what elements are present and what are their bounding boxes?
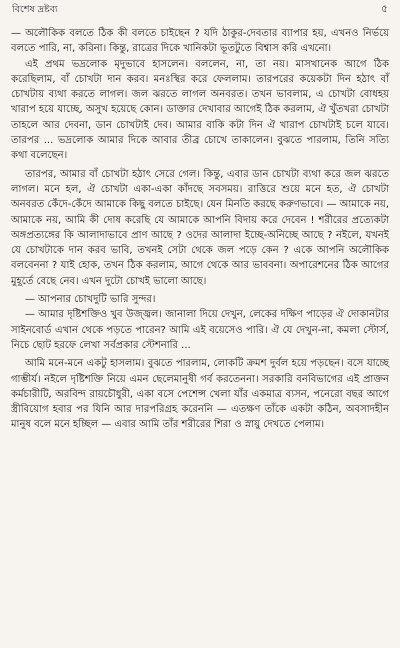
paragraph-dialogue-2: — আপনার চোখদুটি ভারি সুন্দর। <box>25 294 156 306</box>
paragraph-dialogue-3: — আমার দৃষ্টিশক্তিও খুব উজ্জ্বল। জানালা দিয়ে দেখুন, লেকের দক্ষিণ পাড়ের ঐ দোকানটার সাইনবোর্ড এখান থেকে পড়তে পারেন? আমি এই বয়েসেও পারি। ঐ যে দেখুন-না, কমলা স্টোর্স, নিচে ছোট হরফে লেখা সর্বপ্রকার স্টেশনারি ... <box>11 309 389 351</box>
paragraph-dialogue-1: — অলৌকিক বলতে ঠিক কী বলতে চাইছেন ? যদি ঠাকুর-দেবতার ব্যাপার হয়, এখনও নির্ভয়ে বলতে পারি, না, করিনা। কিন্তু, রাত্রের দিকে খানিকটা ভূতটুতে বিশ্বাস করি এখনো। <box>11 28 389 55</box>
paragraph-2: এই প্রথম ভদ্রলোক মৃদুভাবে হাসলেন। বললেন, না, তা নয়। মাসখানেক আগে ঠিক করেছিলাম, বাঁ চোখটা দান করব। মনঃস্থির করে ফেললাম। তারপরের কয়েকটা দিন হঠাৎ বাঁ চোখটায় ব্যথা করতে লাগল। জল ঝরতে লাগল অনবরত। তখন ভাবলাম, এ চোখটা বোধহয় খারাপ হয়ে যাচ্ছে, অসুখ হয়েছে কোন। ডাক্তার দেখাবার আগেই ঠিক করলাম, ঐ খুঁতখরা চোখটা তাহলে আর দেবনা, ডান চোখটাই দেব। আমার বাকি কটা দিন ঐ খারাপ চোখটাই চলে যাবে। তারপর ... ভদ্রলোক আমার দিকে আবার তীব্র চোখে তাকালেন। বুঝতে পারলাম, তিনি সত্যি কথা বলেছেন। <box>11 58 389 162</box>
running-header <box>12 2 388 18</box>
page-number: ৫ <box>381 2 388 15</box>
page-body <box>11 26 389 648</box>
running-title: বিশেষ দ্রষ্টব্য <box>12 3 58 15</box>
paragraph-6: আমি মনে-মনে একটু হাসলাম। বুঝতে পারলাম, লোকটি ক্রমশ দুর্বল হয়ে পড়ছেন। বসে যাচ্ছে গাম্ভীর্য। নইলে দৃষ্টিশক্তি নিয়ে এমন ছেলেমানুষী গর্ব করতেননা। সরকারি বনবিভাগের এই প্রাক্তন কর্মচারীটি, অরবিন্দ রায়চৌধুরী, একা বসে পেশেন্স খেলা যাঁর একমাত্র ব্যসন, পনেরো বছর আগে স্ত্রীবিয়োগ হবার পর যিনি আর দারপরিগ্রহ করেননি — এতক্ষণ তাঁকে একটা কঠিন, অবসাদহীন মানুষ বলে মনে হচ্ছিল — এবার আমি তাঁর শরীরের শিরা ও স্নায়ু দেখতে পেলাম। <box>11 358 389 431</box>
paragraph-3: তারপর, আমার বাঁ চোখটা হঠাৎ সেরে গেল। কিন্তু, এবার ডান চোখটা ব্যথা করে জল ঝরতে লাগল। মনে হল, ঐ চোখটা একা-একা কাঁদছে সবসময়। রাত্তিরে শুয়ে মনে হত, ঐ চোখটা অনবরত কেঁদে-কেঁদে আমাকে কিছু বলতে চাইছে। যেন মিনতি করছে করুণভাবে। — আমাকে নয়, আমাকে নয়, আমি কী দোষ করেছি যে আমাকে আপনি বিদায় করে দেবেন ! শরীরের প্রত্যেকটা অঙ্গপ্রত্যঙ্গের কি আলাদাভাবে প্রাণ আছে ? ওদের আলাদা ইচ্ছে-অনিচ্ছে আছে ? নইলে, যখনই যে চোখটাকে দান করব ভাবি, তখনই সেটা থেকে জল পড়ে কেন ? একে আপনি অলৌকিক বলবেননা ? যাই হোক, তখন ঠিক করলাম, আগে থেকে আর ভাববনা। অপারেশনের ঠিক আগের মুহূর্তে বেছে নেব। এখন দুটো চোখই ভালো আছে। <box>11 168 389 287</box>
